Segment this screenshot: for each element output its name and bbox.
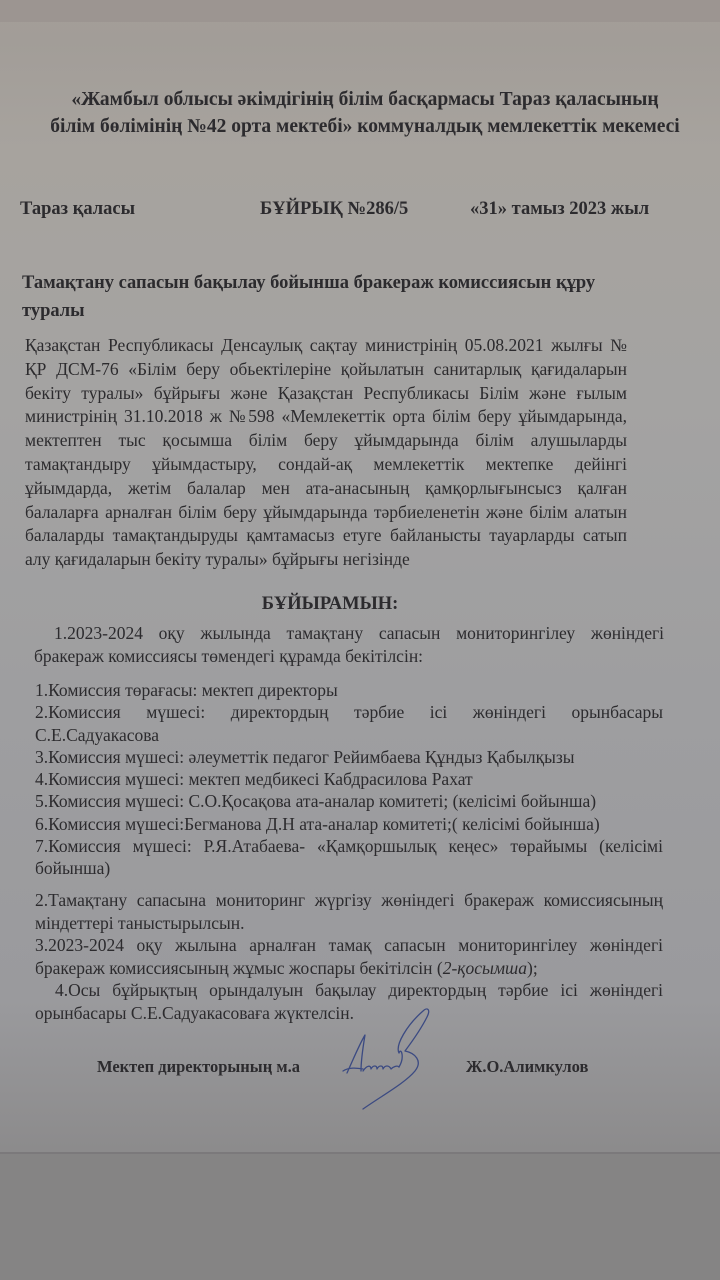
member-item: 4.Комиссия мүшесі: мектеп медбикесі Кабдрасилова Рахат xyxy=(35,769,473,790)
member-item: 1.Комиссия төрағасы: мектеп директоры xyxy=(35,680,338,700)
page-top-edge xyxy=(0,0,720,22)
commission-members-list xyxy=(35,679,663,880)
order-info-line xyxy=(20,199,680,223)
signer-position: Мектеп директорының м.а xyxy=(97,1057,300,1076)
member-item: 6.Комиссия мүшесі:Бегманова Д.Н ата-аналар комитеті;( келісімі бойынша) xyxy=(35,813,600,834)
order-item-2: 2.Тамақтану сапасына мониторинг жүргізу жөніндегі бракераж комиссиясының міндеттері таныстырылсын. xyxy=(35,890,663,933)
signature-stroke-script xyxy=(363,1066,399,1071)
header-line-2: білім бөлімінің №42 орта мектебі» коммуналдық мемлекеттік мекемесі xyxy=(50,116,680,137)
order-item-1: 1.2023-2024 оқу жылында тамақтану сапасын мониторингілеу жөніндегі бракераж комиссиясы төмендегі құрамда бекітілсін: xyxy=(34,623,664,666)
order-date: «31» тамыз 2023 жыл xyxy=(470,199,650,219)
order-item-3-end: ); xyxy=(527,957,538,978)
surface-below-page xyxy=(0,1154,720,1280)
handwritten-signature-icon xyxy=(335,1005,445,1115)
decree-heading: БҰЙЫРАМЫН: xyxy=(261,594,399,614)
signer-name: Ж.О.Алимкулов xyxy=(466,1057,589,1076)
member-item: 3.Комиссия мүшесі: әлеуметтік педагог Рейимбаева Құндыз Қабылқызы xyxy=(35,746,575,767)
order-number: БҰЙРЫҚ №286/5 xyxy=(260,199,409,219)
member-item: 7.Комиссия мүшесі: Р.Я.Атабаева- «Қамқоршылық кеңес» төрайымы (келісімі бойынша) xyxy=(35,836,663,879)
member-item: 2.Комиссия мүшесі: директордың тәрбие ісі жөніндегі орынбасары С.Е.Садуакасова xyxy=(35,702,663,745)
order-item-3-text: 3.2023-2024 оқу жылына арналған тамақ сапасын мониторингілеу жөніндегі бракераж комиссиясының жұмыс жоспары бекітілсін ( xyxy=(35,935,663,978)
appendix-reference: 2-қосымша xyxy=(442,957,527,978)
header-line-1: «Жамбыл облысы әкімдігінің білім басқармасы Тараз қаласының xyxy=(71,89,659,110)
member-item: 5.Комиссия мүшесі: С.О.Қосақова ата-аналар комитеті; (келісімі бойынша) xyxy=(35,791,597,812)
signature-stroke-loop xyxy=(363,1009,429,1109)
city: Тараз қаласы xyxy=(20,199,136,219)
title-line-2: туралы xyxy=(22,301,85,321)
title-line-1: Тамақтану сапасын бақылау бойынша бракераж комиссиясын құру xyxy=(22,273,596,293)
institution-header xyxy=(0,86,720,140)
document-title xyxy=(22,269,642,325)
signature-stroke-letter xyxy=(343,1035,365,1073)
order-item-3 xyxy=(35,934,663,979)
order-item-4: 4.Осы бұйрықтың орындалуын бақылау директордың тәрбие ісі жөніндегі орынбасары С.Е.Садуакасоваға жүктелсін. xyxy=(35,980,663,1023)
preamble-paragraph: Қазақстан Республикасы Денсаулық сақтау министрінің 05.08.2021 жылғы № ҚР ДСМ-76 «Білім беру обьектілеріне қойылатын санитарлық қағидаларын бекіту туралы» бұйрығы және Қазақстан Республикасы Білім және ғылым министрінің 31.10.2018 ж №598 «Мемлекеттік орта білім беру ұйымдарында, мектептен тыс қосымша білім беру ұйымдарында білім алушыларды тамақтандыру ұйымдастыру, сондай-ақ мемлекеттік мектепке дейінгі ұйымдарда, жетім балалар мен ата-анасының қамқорлығынсысз қалған балаларға арналған білім беру ұйымдарында тәрбиеленетін және білім алатын балаларды тамақтандыруды қамтамасыз етуге байланысты тауарларды сатып алу қағидаларын бекіту туралы» бұйрығы негізінде xyxy=(25,335,627,570)
